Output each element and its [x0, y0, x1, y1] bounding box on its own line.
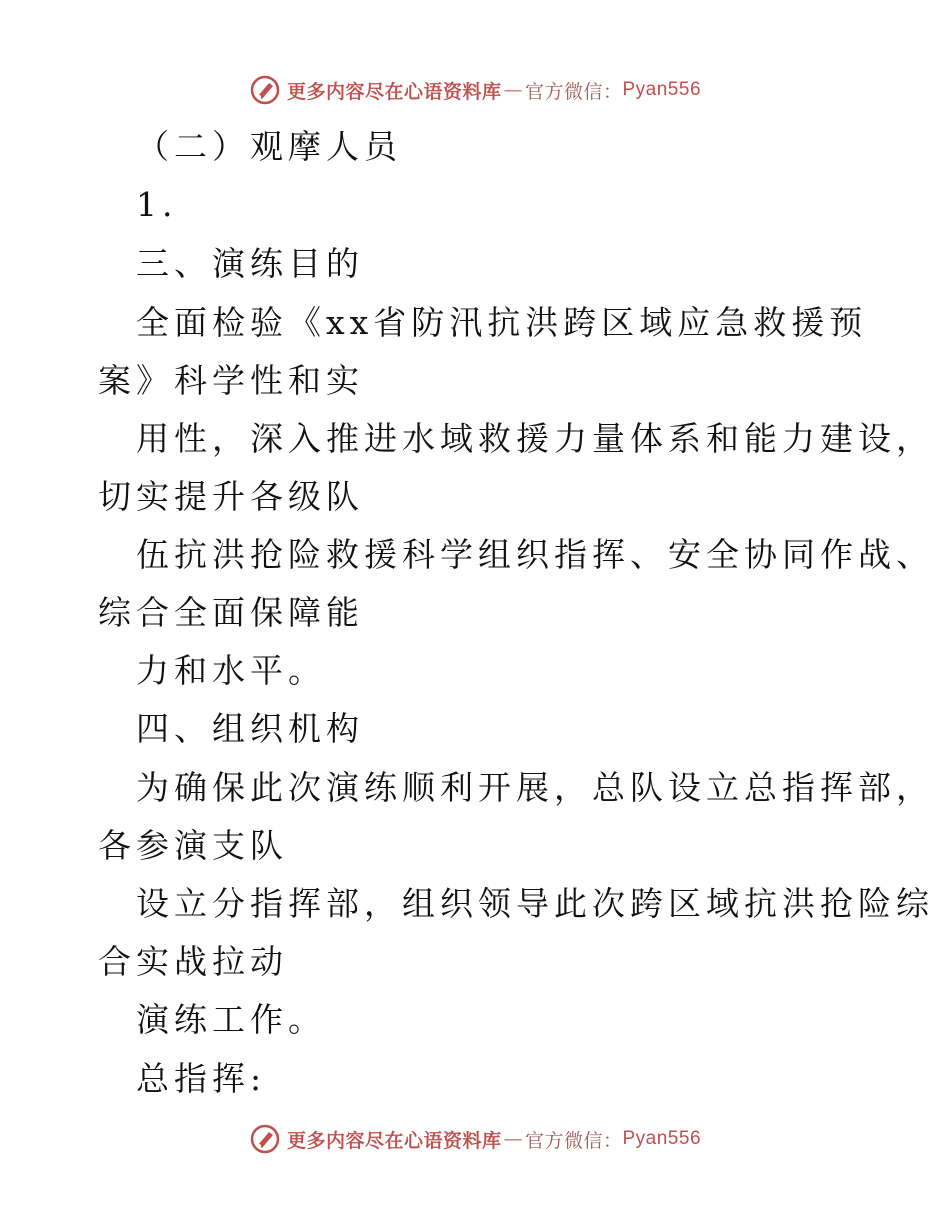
paragraph-line: 合实战拉动 [98, 942, 288, 981]
watermark-main-text: 更多内容尽在心语资料库 [286, 80, 502, 103]
paragraph-line: 设立分指挥部，组织领导此次跨区域抗洪抢险综 [136, 884, 934, 923]
watermark-main-text: 更多内容尽在心语资料库 [286, 1129, 502, 1152]
watermark-dash: — [503, 1128, 523, 1150]
list-item-number: 1. [136, 185, 178, 224]
paragraph-line: 案》科学性和实 [98, 361, 364, 400]
pen-logo-icon [249, 74, 281, 106]
paragraph-line: 切实提升各级队 [98, 477, 364, 516]
watermark-wechat-id: Pyan556 [622, 79, 702, 100]
header-watermark [0, 72, 950, 108]
section-heading-observers: （二）观摩人员 [136, 127, 402, 166]
paragraph-line: 综合全面保障能 [98, 593, 364, 632]
paragraph-line: 力和水平。 [136, 651, 326, 690]
label-commander: 总指挥: [136, 1059, 267, 1098]
watermark-sub-text: 官方微信： [524, 80, 623, 103]
section-heading-purpose: 三、演练目的 [136, 244, 364, 283]
pen-logo-icon [249, 1123, 281, 1155]
paragraph-line: 全面检验《xx省防汛抗洪跨区域应急救援预 [136, 303, 868, 342]
watermark-dash: — [503, 79, 523, 101]
section-heading-organization: 四、组织机构 [136, 709, 364, 748]
paragraph-line: 各参演支队 [98, 826, 288, 865]
footer-watermark [0, 1121, 950, 1157]
paragraph-line: 伍抗洪抢险救援科学组织指挥、安全协同作战、 [136, 535, 934, 574]
paragraph-line: 用性，深入推进水域救援力量体系和能力建设， [136, 419, 934, 458]
paragraph-line: 演练工作。 [136, 1000, 326, 1039]
watermark-sub-text: 官方微信： [524, 1129, 623, 1152]
paragraph-line: 为确保此次演练顺利开展，总队设立总指挥部， [136, 768, 934, 807]
watermark-wechat-id: Pyan556 [622, 1128, 702, 1149]
